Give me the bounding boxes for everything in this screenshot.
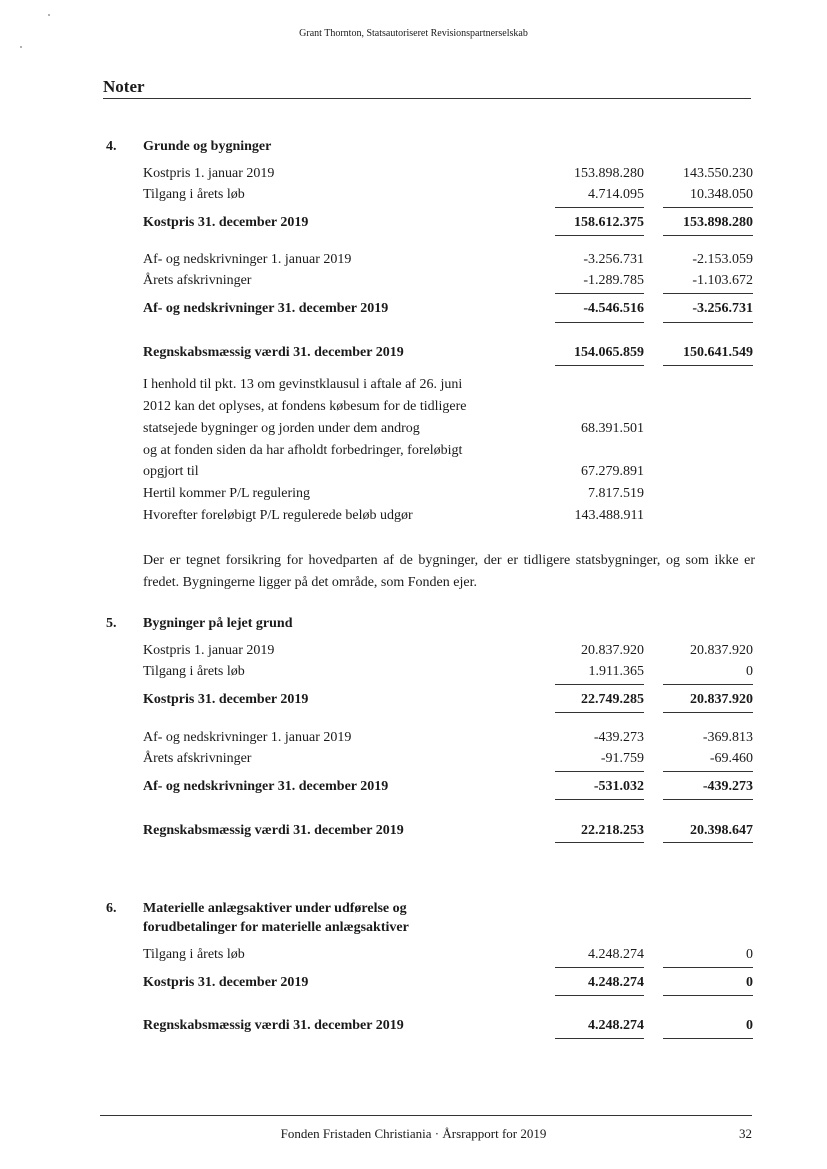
value-2019: 1.911.365 (588, 664, 644, 679)
subtotal-rule (663, 967, 753, 968)
value-2019: -4.546.516 (583, 301, 644, 316)
value-2019: 153.898.280 (574, 166, 644, 181)
footer-rule (100, 1115, 752, 1116)
row-label: Kostpris 31. december 2019 (143, 975, 309, 990)
value-2018: -2.153.059 (692, 252, 753, 267)
note-title: forudbetalinger for materielle anlægsaktiver (143, 920, 409, 935)
total-rule (555, 995, 644, 996)
subtotal-rule (555, 684, 644, 685)
info-value: 7.817.519 (588, 486, 644, 501)
value-2019: -91.759 (600, 751, 644, 766)
total-rule (555, 322, 644, 323)
row-label: Kostpris 31. december 2019 (143, 692, 309, 707)
page-footer: Fonden Fristaden Christiania · Årsrapport for 2019 (280, 1126, 547, 1141)
value-2018: -3.256.731 (692, 301, 753, 316)
total-rule (663, 365, 753, 366)
subtotal-rule (663, 684, 753, 685)
total-rule (663, 322, 753, 323)
total-rule (663, 842, 753, 843)
value-2019: -531.032 (593, 779, 644, 794)
total-rule (663, 712, 753, 713)
total-rule (663, 1038, 753, 1039)
subtotal-rule (555, 293, 644, 294)
insurance-paragraph: Der er tegnet forsikring for hovedparten af de bygninger, der er tidligere statsbygninger, og som ikke er fredet. Bygningerne ligger på det område, som Fonden ejer. (143, 553, 755, 590)
value-2018: 20.837.920 (690, 643, 753, 658)
total-rule (555, 235, 644, 236)
row-label: Af- og nedskrivninger 31. december 2019 (143, 301, 389, 316)
value-2019: 4.248.274 (588, 975, 644, 990)
value-2018: 10.348.050 (690, 187, 753, 202)
value-2018: -69.460 (709, 751, 753, 766)
value-2019: 154.065.859 (574, 345, 644, 360)
total-rule (663, 995, 753, 996)
section-title: Noter (103, 77, 145, 96)
row-label: Årets afskrivninger (143, 751, 252, 766)
row-label: Regnskabsmæssig værdi 31. december 2019 (143, 345, 404, 360)
info-line: Hertil kommer P/L regulering (143, 486, 311, 501)
info-line: og at fonden siden da har afholdt forbedringer, foreløbigt (143, 443, 463, 458)
value-2019: 22.749.285 (581, 692, 644, 707)
row-label: Af- og nedskrivninger 1. januar 2019 (143, 252, 352, 267)
total-rule (663, 235, 753, 236)
value-2018: 20.398.647 (690, 823, 753, 838)
section-title-rule (103, 98, 751, 99)
value-2018: 0 (746, 664, 753, 679)
info-value: 67.279.891 (581, 464, 644, 479)
row-label: Af- og nedskrivninger 1. januar 2019 (143, 730, 352, 745)
value-2019: 20.837.920 (581, 643, 644, 658)
value-2019: -3.256.731 (583, 252, 644, 267)
row-label: Tilgang i årets løb (143, 664, 245, 679)
info-line: I henhold til pkt. 13 om gevinstklausul i aftale af 26. juni (143, 377, 463, 392)
note-title: Bygninger på lejet grund (143, 616, 293, 631)
row-label: Kostpris 1. januar 2019 (143, 166, 275, 181)
total-rule (663, 799, 753, 800)
note-title: Materielle anlægsaktiver under udførelse og (143, 901, 407, 916)
note-number: 4. (106, 139, 117, 154)
value-2018: 20.837.920 (690, 692, 753, 707)
subtotal-rule (555, 967, 644, 968)
info-line: Hvorefter foreløbigt P/L regulerede beløb udgør (143, 508, 413, 523)
row-label: Kostpris 31. december 2019 (143, 215, 309, 230)
note-title: Grunde og bygninger (143, 139, 272, 154)
note-number: 5. (106, 616, 117, 631)
subtotal-rule (555, 207, 644, 208)
value-2018: 143.550.230 (683, 166, 753, 181)
page-header: Grant Thornton, Statsautoriseret Revisionspartnerselskab (299, 28, 528, 39)
value-2019: 4.248.274 (588, 1018, 644, 1033)
value-2018: -1.103.672 (692, 273, 753, 288)
value-2018: 153.898.280 (683, 215, 753, 230)
value-2018: 0 (746, 1018, 753, 1033)
row-label: Tilgang i årets løb (143, 187, 245, 202)
value-2018: -369.813 (702, 730, 753, 745)
total-rule (555, 365, 644, 366)
value-2018: -439.273 (702, 779, 753, 794)
total-rule (555, 712, 644, 713)
value-2019: 4.714.095 (588, 187, 644, 202)
row-label: Kostpris 1. januar 2019 (143, 643, 275, 658)
subtotal-rule (555, 771, 644, 772)
info-value: 68.391.501 (581, 421, 644, 436)
scan-speck (48, 14, 50, 16)
row-label: Regnskabsmæssig værdi 31. december 2019 (143, 823, 404, 838)
value-2019: -439.273 (593, 730, 644, 745)
total-rule (555, 842, 644, 843)
row-label: Tilgang i årets løb (143, 947, 245, 962)
total-rule (555, 1038, 644, 1039)
info-value: 143.488.911 (574, 508, 644, 523)
row-label: Årets afskrivninger (143, 273, 252, 288)
value-2018: 0 (746, 975, 753, 990)
subtotal-rule (663, 771, 753, 772)
subtotal-rule (663, 293, 753, 294)
subtotal-rule (663, 207, 753, 208)
value-2018: 150.641.549 (683, 345, 753, 360)
info-line: opgjort til (143, 464, 199, 479)
value-2019: 158.612.375 (574, 215, 644, 230)
note-number: 6. (106, 901, 117, 916)
value-2019: -1.289.785 (583, 273, 644, 288)
row-label: Af- og nedskrivninger 31. december 2019 (143, 779, 389, 794)
info-line: statsejede bygninger og jorden under dem androg (143, 421, 420, 436)
info-line: 2012 kan det oplyses, at fondens købesum for de tidligere (143, 399, 467, 414)
value-2019: 4.248.274 (588, 947, 644, 962)
row-label: Regnskabsmæssig værdi 31. december 2019 (143, 1018, 404, 1033)
page-number: 32 (739, 1126, 752, 1141)
value-2019: 22.218.253 (581, 823, 644, 838)
value-2018: 0 (746, 947, 753, 962)
scan-speck (20, 46, 22, 48)
total-rule (555, 799, 644, 800)
